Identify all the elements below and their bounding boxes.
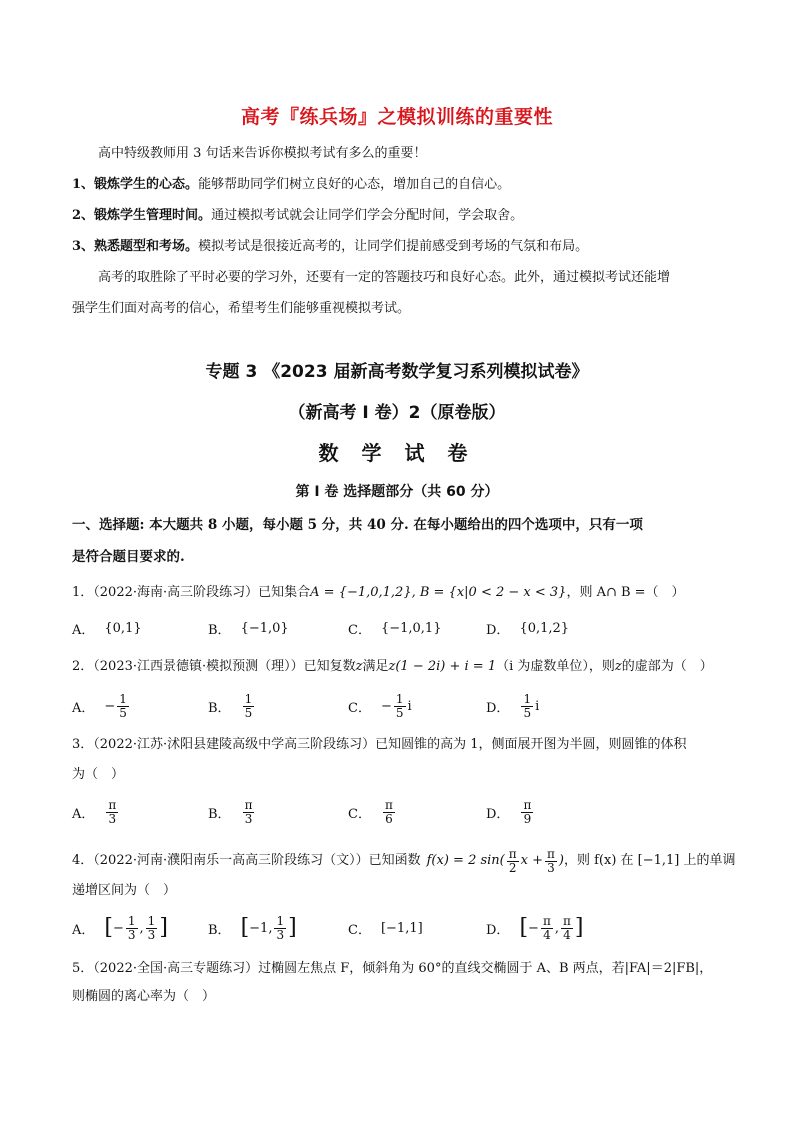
question-5-stem-line-2: 则椭圆的离心率为（ ） (72, 989, 216, 1004)
intro-point-2: 2、锻炼学生管理时间。通过模拟考试就会让同学们学会分配时间，学会取舍。 (72, 208, 524, 223)
question-3-options (72, 794, 712, 830)
section-instruction-line-1: 一、选择题: 本大题共 8 小题，每小题 5 分，共 40 分. 在每小题给出的四个选项中，只有一项 (72, 517, 643, 533)
question-3-stem-line-2: 为（ ） (72, 767, 125, 782)
intro-lead: 高中特级教师用 3 句话来告诉你模拟考试有多么的重要！ (98, 146, 427, 161)
fraction: $\frac{\pi}{3}$ (244, 797, 253, 826)
question-2-stem: 2．（2023·江西景德镇·模拟预测（理））已知复数z满足z(1 − 2i) + i = 1（i 为虚数单位），则z的虚部为（ ） (72, 659, 713, 674)
intro-point-1: 1、锻炼学生的心态。能够帮助同学们树立良好的心态，增加自己的自信心。 (72, 177, 511, 192)
option-c[interactable]: C． − $\frac{1}{5}$ i (348, 691, 412, 720)
fraction: $\frac{\pi}{6}$ (384, 797, 393, 826)
exam-part: 第 I 卷 选择题部分（共 60 分） (295, 484, 499, 500)
option-a[interactable]: A． {0,1} (72, 620, 142, 638)
fraction: $\frac{1}{5}$ (119, 691, 127, 720)
fraction: $\frac{\pi}{4}$ (562, 913, 571, 942)
question-4-stem-line-1: 4．（2022·河南·濮阳南乐一高高三阶段练习（文））已知函数 f(x) = 2 sin( $\frac{\pi}{2}$ x + $\frac{\pi}{3}$ ) ，则 f(x) 在 [−1,1] 上的单调 (72, 846, 736, 875)
option-a[interactable]: A． − $\frac{1}{5}$ (72, 691, 127, 720)
question-2-options (72, 688, 712, 724)
fraction: $\frac{1}{3}$ (147, 913, 156, 942)
option-b[interactable]: B． {−1,0} (208, 620, 289, 638)
exam-topic: 专题 3 《2023 届新高考数学复习系列模拟试卷》 (205, 362, 589, 382)
question-1-options (72, 610, 712, 646)
question-1-stem: 1．（2022·海南·高三阶段练习）已知集合A = {−1,0,1,2}, B = {x|0 < 2 − x < 3}，则 A∩ B =（ ） (72, 585, 685, 600)
section-instruction-line-2: 是符合题目要求的. (72, 549, 185, 565)
fraction: $\frac{\pi}{9}$ (523, 797, 532, 826)
exam-edition: （新高考 I 卷）2（原卷版） (288, 403, 506, 423)
promo-title: 高考『练兵场』之模拟训练的重要性 (240, 106, 553, 128)
fraction: $\frac{1}{3}$ (127, 913, 136, 942)
fraction: $\frac{1}{5}$ (395, 691, 404, 720)
fraction: $\frac{\pi}{3}$ (108, 797, 117, 826)
exam-subject: 数 学 试 卷 (318, 441, 476, 465)
fraction: $\frac{\pi}{2}$ (508, 846, 517, 875)
option-b[interactable]: B． $\frac{1}{5}$ (208, 691, 253, 720)
option-a[interactable]: A． $\frac{\pi}{3}$ (72, 797, 117, 826)
option-d[interactable]: D． {0,1,2} (486, 620, 570, 638)
fraction: $\frac{1}{5}$ (523, 691, 532, 720)
option-d[interactable]: D． $\frac{\pi}{9}$ (486, 797, 532, 826)
fraction: $\frac{\pi}{3}$ (547, 846, 555, 875)
intro-closing-line-1: 高考的取胜除了平时必要的学习外，还要有一定的答题技巧和良好心态。此外，通过模拟考试还能增 (98, 270, 671, 285)
option-b[interactable]: B． $\frac{\pi}{3}$ (208, 797, 253, 826)
option-b[interactable]: B． [ −1 , $\frac{1}{3}$ ] (208, 913, 297, 942)
question-4-stem-line-2: 递增区间为（ ） (72, 883, 177, 898)
intro-closing-line-2: 强学生们面对高考的信心，希望考生们能够重视模拟考试。 (72, 301, 411, 316)
fraction: $\frac{1}{5}$ (244, 691, 253, 720)
option-d[interactable]: D． [ − $\frac{\pi}{4}$ , $\frac{\pi}{4}$ ] (486, 913, 584, 942)
question-5-stem-line-1: 5．（2022·全国·高三专题练习）过椭圆左焦点 F，倾斜角为 60°的直线交椭圆于 A、B 两点，若|FA|＝2|FB|， (72, 961, 713, 976)
fraction: $\frac{\pi}{4}$ (542, 913, 551, 942)
fraction: $\frac{1}{3}$ (276, 913, 285, 942)
question-3-stem-line-1: 3．（2022·江苏·沭阳县建陵高级中学高三阶段练习）已知圆锥的高为 1，侧面展开图为半圆，则圆锥的体积 (72, 737, 687, 752)
intro-point-3: 3、熟悉题型和考场。模拟考试是很接近高考的，让同学们提前感受到考场的气氛和布局。 (72, 239, 589, 254)
option-c[interactable]: C． [−1,1] (348, 920, 423, 938)
question-4-options (72, 910, 712, 946)
option-c[interactable]: C． {−1,0,1} (348, 620, 442, 638)
option-c[interactable]: C． $\frac{\pi}{6}$ (348, 797, 393, 826)
option-a[interactable]: A． [ − $\frac{1}{3}$ , $\frac{1}{3}$ ] (72, 913, 168, 942)
option-d[interactable]: D． $\frac{1}{5}$ i (486, 691, 540, 720)
